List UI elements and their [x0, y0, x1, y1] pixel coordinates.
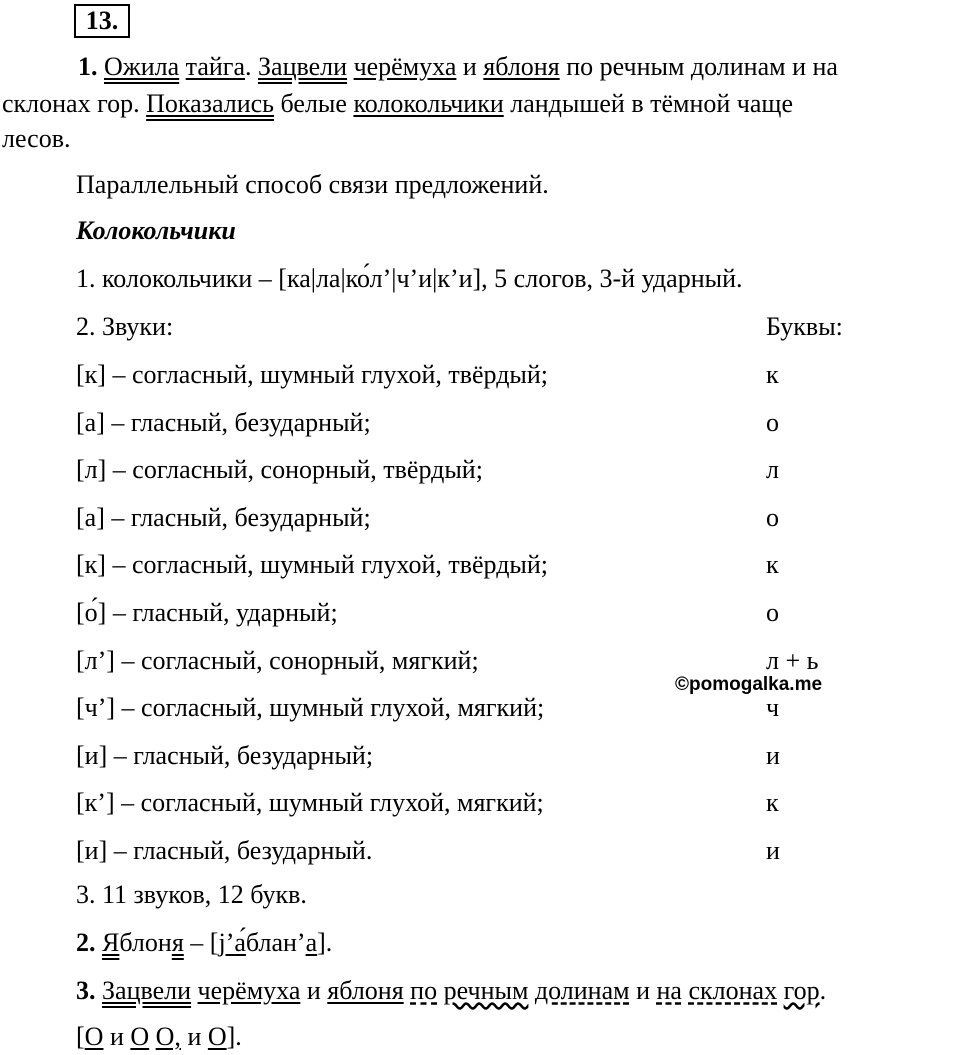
task2-end: ]. [317, 928, 333, 957]
task3-number: 3. [76, 976, 96, 1005]
subject-taiga: тайга [185, 52, 246, 81]
t3-end: . [819, 976, 827, 1005]
sound-row [76, 455, 936, 495]
task2-mid2: блан’ [245, 928, 306, 957]
subject-kolokolchiki: колокольчики [353, 89, 504, 118]
t3-conj2: и [636, 976, 651, 1005]
predicate-ozhila: Ожила [104, 52, 180, 81]
letter-value: ч [766, 693, 780, 722]
conj-i: и [462, 52, 477, 81]
task3-line [76, 976, 826, 1006]
t3-prep2: на [656, 976, 682, 1005]
letter-value: о [766, 408, 779, 437]
letters-header: Буквы: [766, 312, 843, 341]
task1-line1 [78, 52, 838, 82]
sound-description: [ч’] – согласный, шумный глухой, мягкий; [76, 693, 545, 722]
t3-subject2: яблоня [327, 976, 404, 1005]
t3-subject1: черёмуха [197, 976, 301, 1005]
letter-ya-final: я [171, 928, 184, 957]
subject-cheremukha: черёмуха [353, 52, 457, 81]
sound-description: [и] – гласный, безударный; [76, 741, 374, 770]
task2-line [76, 928, 332, 958]
subject-yablonya: яблоня [483, 52, 560, 81]
predicate-zacveli: Зацвели [258, 52, 348, 81]
scheme-o4: О [207, 1022, 227, 1051]
task1-line2-c: ландышей в тёмной чаще [510, 89, 793, 118]
task1-line2-b: белые [280, 89, 347, 118]
sound-row [76, 741, 936, 781]
sound-a-stressed: а́ [234, 928, 246, 957]
exercise-number: 13. [74, 4, 130, 38]
sentence-scheme [76, 1022, 242, 1052]
task1-line2 [2, 89, 793, 119]
letter-value: к [766, 360, 779, 389]
scheme-o3: О, [155, 1022, 181, 1051]
t3-noun1: долинам [534, 976, 630, 1005]
t3-conj1: и [306, 976, 321, 1005]
task2-dash: – [ [183, 928, 219, 957]
letter-ya-initial: Я [102, 928, 120, 957]
sound-row [76, 836, 936, 876]
t3-adj: речным [443, 976, 529, 1005]
task1-rest1: по речным долинам и на [566, 52, 838, 81]
period: . [245, 52, 252, 81]
task2-mid: блон [119, 928, 172, 957]
sound-row [76, 408, 936, 448]
word-heading: Колокольчики [76, 216, 236, 245]
letter-value: к [766, 550, 779, 579]
task1-line3: лесов. [2, 124, 71, 153]
scheme-o2: О [130, 1022, 150, 1051]
sound-row [76, 360, 936, 400]
letter-value: и [766, 836, 780, 865]
sound-description: [а] – гласный, безударный; [76, 503, 371, 532]
letter-value: л + ь [766, 646, 819, 675]
sound-row [76, 598, 936, 638]
scheme-open: [ [76, 1022, 85, 1051]
t3-prep1: по [410, 976, 438, 1005]
predicate-pokazalis: Показались [146, 89, 275, 118]
sounds-header: 2. Звуки: [76, 312, 174, 341]
letter-value: л [766, 455, 779, 484]
task1-number: 1. [78, 52, 98, 81]
sound-description: [л’] – согласный, сонорный, мягкий; [76, 646, 479, 675]
sound-description: [к] – согласный, шумный глухой, твёрдый; [76, 550, 549, 579]
t3-predicate: Зацвели [102, 976, 192, 1005]
syllables-line: 1. колокольчики – [ка|ла|ко́л’|ч’и|к’и], 5 слогов, 3-й ударный. [76, 264, 743, 293]
summary-line: 3. 11 звуков, 12 букв. [76, 880, 307, 909]
task2-number: 2. [76, 928, 96, 957]
letter-value: к [766, 788, 779, 817]
sound-description: [о́] – гласный, ударный; [76, 598, 338, 627]
sound-row [76, 693, 936, 733]
sound-j: j’ [218, 928, 235, 957]
letter-value: и [766, 741, 780, 770]
sound-description: [а] – гласный, безударный; [76, 408, 371, 437]
letter-value: о [766, 503, 779, 532]
sound-description: [и] – гласный, безударный. [76, 836, 373, 865]
sound-a-final: а [305, 928, 318, 957]
letter-value: о [766, 598, 779, 627]
scheme-and1: и [109, 1022, 124, 1051]
sounds-header-row [76, 312, 936, 352]
sound-description: [к] – согласный, шумный глухой, твёрдый; [76, 360, 549, 389]
task1-line2-a: склонах гор. [2, 89, 140, 118]
scheme-and2: и [187, 1022, 202, 1051]
scheme-close: ]. [226, 1022, 242, 1051]
sound-row [76, 550, 936, 590]
watermark: ©pomogalka.me [675, 674, 823, 695]
sound-description: [к’] – согласный, шумный глухой, мягкий; [76, 788, 544, 817]
sound-row [76, 788, 936, 828]
t3-noun2: склонах [688, 976, 778, 1005]
connection-type: Параллельный способ связи предложений. [76, 170, 549, 199]
t3-noun3: гор [783, 976, 820, 1005]
scheme-o1: О [84, 1022, 104, 1051]
sound-row [76, 503, 936, 543]
sound-description: [л] – согласный, сонорный, твёрдый; [76, 455, 483, 484]
